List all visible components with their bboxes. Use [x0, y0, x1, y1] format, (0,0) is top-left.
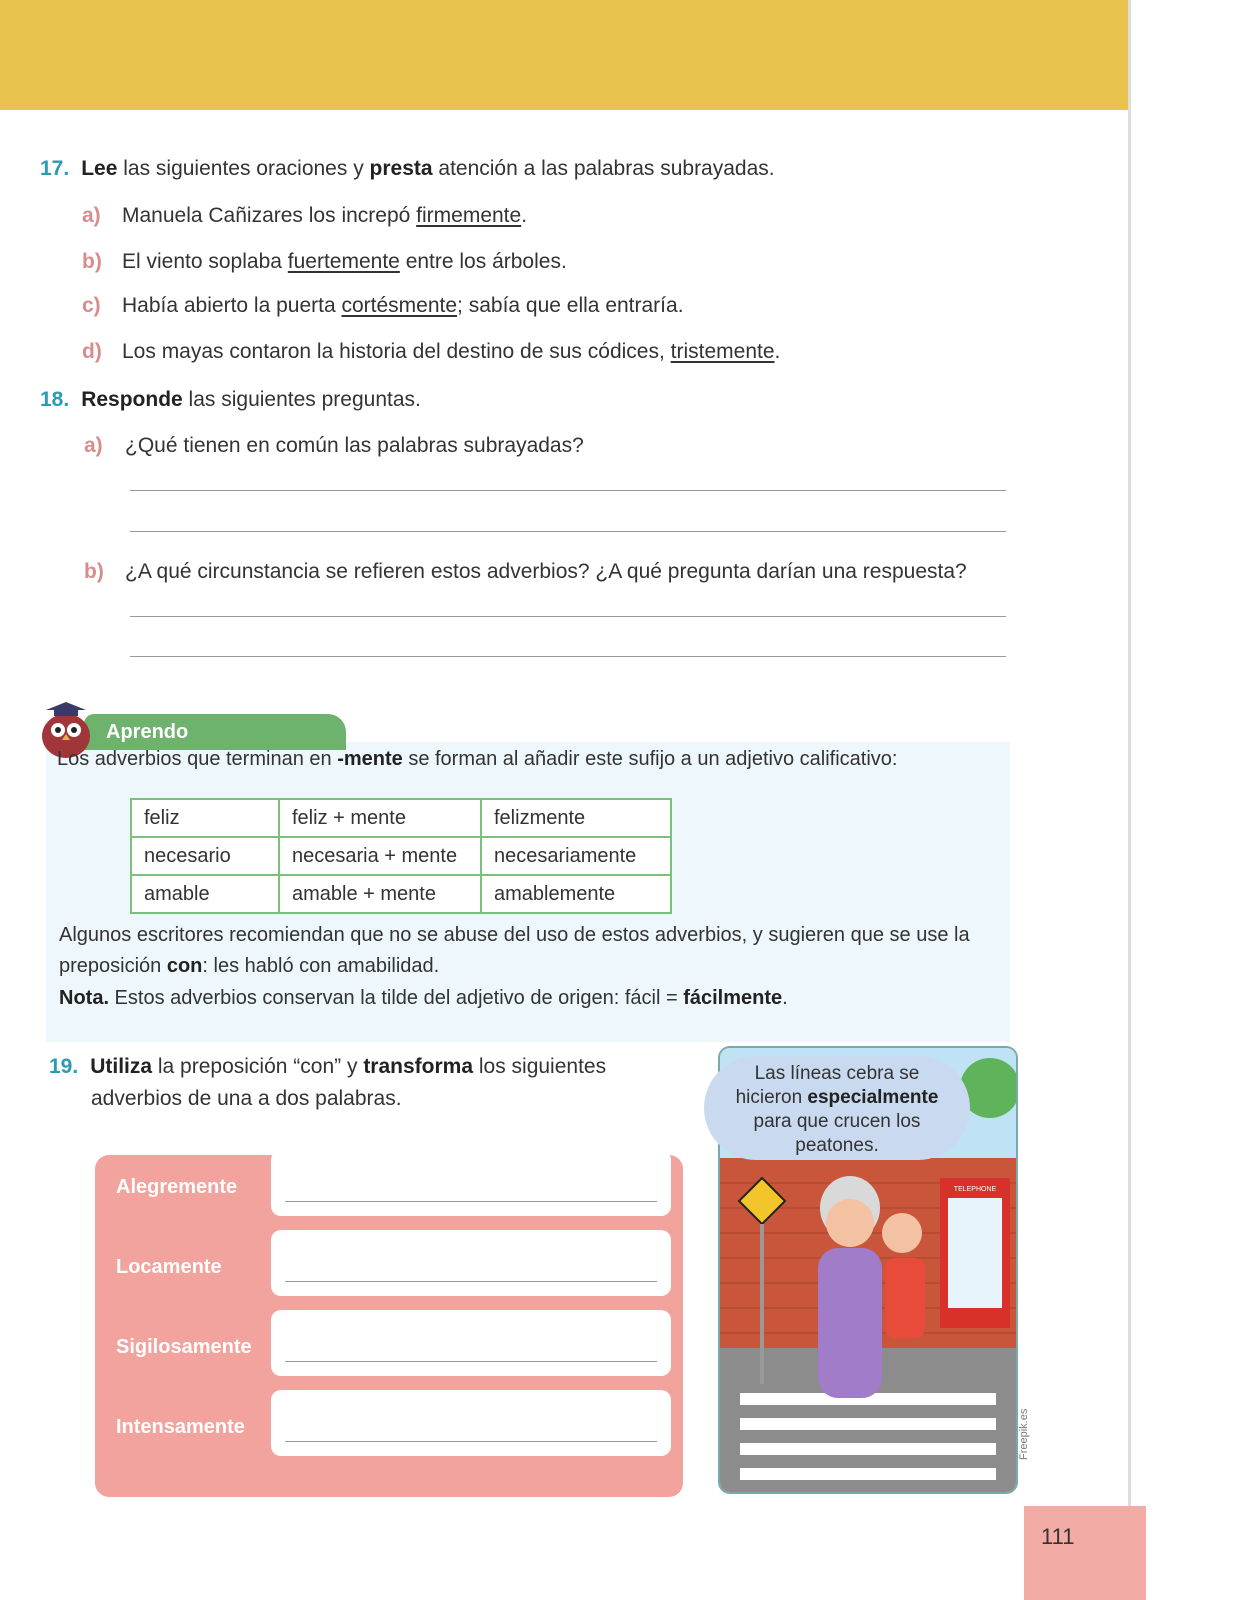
answer-field[interactable]: [271, 1310, 671, 1376]
page-number: 111: [1041, 1524, 1075, 1549]
aprendo-tab: Aprendo: [84, 714, 346, 750]
item-letter: d): [82, 340, 102, 363]
item-letter: a): [82, 204, 101, 227]
adverb-label: Sigilosamente: [116, 1336, 252, 1358]
adverb-label: Alegremente: [116, 1176, 238, 1198]
question-19: 19. Utiliza la preposición “con” y transforma los siguientes adverbios de una a dos palabras.: [49, 1055, 607, 1110]
sentence-c: Había abierto la puerta cortésmente; sabía que ella entraría.: [122, 294, 684, 317]
speech-bubble: Las líneas cebra se hicieron especialmente para que crucen los peatones.: [704, 1056, 970, 1160]
table-cell: necesariamente: [481, 837, 671, 875]
sentence-d: Los mayas contaron la historia del destino de sus códices, tristemente.: [122, 340, 781, 363]
table-cell: necesaria + mente: [279, 837, 481, 875]
item-letter: a): [84, 434, 103, 457]
table-cell: amablemente: [481, 875, 671, 913]
answer-field[interactable]: [271, 1390, 671, 1456]
aprendo-paragraph: Algunos escritores recomiendan que no se abuse del uso de estos adverbios, y sugieren que se use la preposición con: les habló con amabilidad.: [59, 924, 970, 977]
item-letter: b): [82, 250, 102, 273]
answer-line[interactable]: [130, 656, 1006, 657]
question-18a: ¿Qué tienen en común las palabras subrayadas?: [125, 434, 584, 457]
answer-field[interactable]: [271, 1150, 671, 1216]
table-cell: felizmente: [481, 799, 671, 837]
question-number: 18.: [40, 388, 70, 411]
question-number: 17.: [40, 157, 70, 180]
adverb-label: Locamente: [116, 1256, 222, 1278]
answer-line[interactable]: [130, 490, 1006, 491]
question-18: 18. Responde las siguientes preguntas.: [40, 388, 421, 411]
question-17: 17. Lee las siguientes oraciones y presta atención a las palabras subrayadas.: [40, 157, 775, 180]
table-row: [131, 799, 671, 837]
question-18b: ¿A qué circunstancia se refieren estos adverbios? ¿A qué pregunta darían una respuesta?: [125, 560, 967, 583]
table-cell: feliz + mente: [279, 799, 481, 837]
phone-booth-sign: TELEPHONE: [953, 1186, 997, 1193]
table-cell: feliz: [131, 799, 279, 837]
table-row: [131, 837, 671, 875]
item-letter: b): [84, 560, 104, 583]
page-edge: [1128, 0, 1131, 1600]
sentence-b: El viento soplaba fuertemente entre los árboles.: [122, 250, 567, 273]
table-cell: amable: [131, 875, 279, 913]
answer-field[interactable]: [271, 1230, 671, 1296]
aprendo-note: Nota. Estos adverbios conservan la tilde del adjetivo de origen: fácil = fácilmente.: [59, 987, 788, 1009]
answer-line[interactable]: [130, 616, 1006, 617]
image-credit: Freepik.es: [1018, 1408, 1030, 1460]
answer-line[interactable]: [130, 531, 1006, 532]
table-row: [131, 875, 671, 913]
adverb-label: Intensamente: [116, 1416, 245, 1438]
header-band: [0, 0, 1128, 110]
page-number-box: [1024, 1506, 1146, 1600]
table-cell: amable + mente: [279, 875, 481, 913]
question-number: 19.: [49, 1055, 79, 1078]
table-cell: necesario: [131, 837, 279, 875]
adverb-table: [130, 798, 672, 914]
aprendo-intro: Los adverbios que terminan en -mente se forman al añadir este sufijo a un adjetivo calificativo:: [57, 748, 898, 770]
item-letter: c): [82, 294, 101, 317]
sentence-a: Manuela Cañizares los increpó firmemente.: [122, 204, 528, 227]
